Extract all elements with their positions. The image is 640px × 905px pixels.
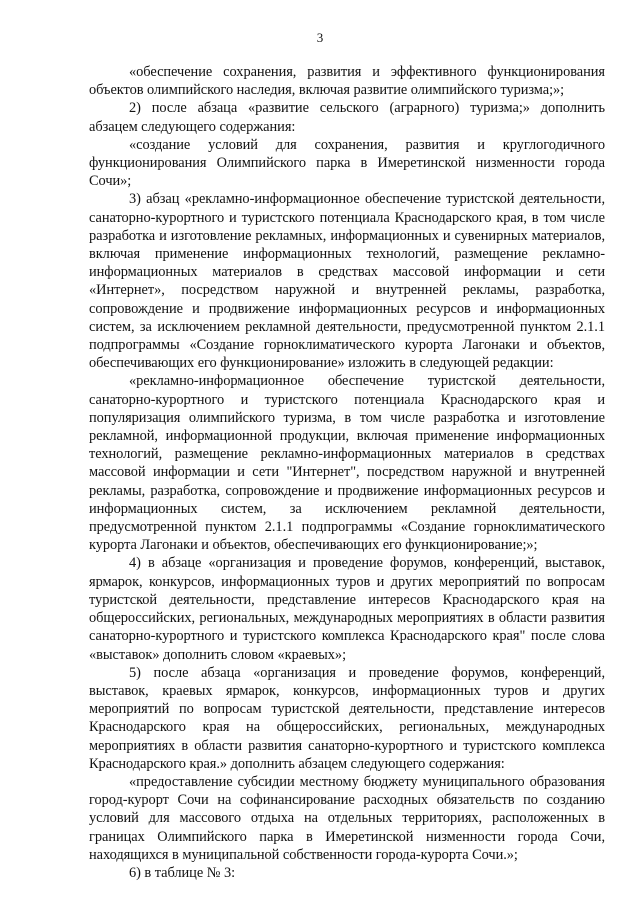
paragraph-olympic-heritage: «обеспечение сохранения, развития и эффективного функционирования объектов олимпийского наследия, включая развитие олимпийского туризма;»; <box>89 64 605 99</box>
paragraph-item-3: 3) абзац «рекламно-информационное обеспечение туристской деятельности, санаторно-курортного и туристского потенциала Краснодарского края, в том числе разработка и изготовление рекламных, информационных и сувенирных материалов, включая применение информационных технологий, размещение рекламно-информационных материалов в средствах массовой информации и сети «Интернет», посредством наружной и внутренней рекламы, разработка, сопровождение и продвижение информационных ресурсов и информационных систем, за исключением рекламной деятельности, предусмотренной пунктом 2.1.1 подпрограммы «Создание горноклиматического курорта Лагонаки и объектов, обеспечивающих его функционирование» изложить в следующей редакции: <box>89 191 605 372</box>
paragraph-subsidy: «предоставление субсидии местному бюджету муниципального образования город-курорт Сочи на софинансирование расходных обязательств по созданию условий для массового отдыха на отдельных территориях, расположенных в границах Олимпийского парка в Имеретинской низменности города Сочи, находящихся в муниципальной собственности города-курорта Сочи.»; <box>89 773 605 863</box>
paragraph-item-6: 6) в таблице № 3: <box>129 864 236 881</box>
page-number: 3 <box>316 30 324 45</box>
paragraph-item-5: 5) после абзаца «организация и проведение форумов, конференций, выставок, краевых ярмарок, конкурсов, информационных туров и других мероприятий по вопросам туристской деятельности, представление интересов Краснодарского края на общероссийских, региональных, международных мероприятиях в области развития санаторно-курортного и туристского комплекса Краснодарского края.» дополнить абзацем следующего содержания: <box>89 664 605 772</box>
paragraph-item-4: 4) в абзаце «организация и проведение форумов, конференций, выставок, ярмарок, конкурсов, информационных туров и других мероприятий по вопросам туристской деятельности, представление интересов Краснодарского края на общероссийских, региональных, международных мероприятиях в области развития санаторно-курортного и туристского комплекса Краснодарского края" после слова «выставок» дополнить словом «краевых»; <box>89 555 605 663</box>
document-body <box>89 63 605 882</box>
paragraph-olympic-park: «создание условий для сохранения, развития и круглогодичного функционирования Олимпийского парка в Имеретинской низменности города Сочи»; <box>89 136 605 190</box>
paragraph-item-2: 2) после абзаца «развитие сельского (аграрного) туризма;» дополнить абзацем следующего содержания: <box>89 100 605 135</box>
paragraph-new-edition: «рекламно-информационное обеспечение туристской деятельности, санаторно-курортного и туристского потенциала Краснодарского края и популяризация олимпийского туризма, в том числе разработка и изготовление рекламной, информационной продукции, включая применение информационных технологий, размещение рекламно-информационных материалов в средствах массовой информации и сети "Интернет", посредством наружной и внутренней рекламы, разработка, сопровождение и продвижение информационных ресурсов и информационных систем, за исключением рекламной деятельности, предусмотренной пунктом 2.1.1 подпрограммы «Создание горноклиматического курорта Лагонаки и объектов, обеспечивающих его функционирование;»; <box>89 373 605 554</box>
